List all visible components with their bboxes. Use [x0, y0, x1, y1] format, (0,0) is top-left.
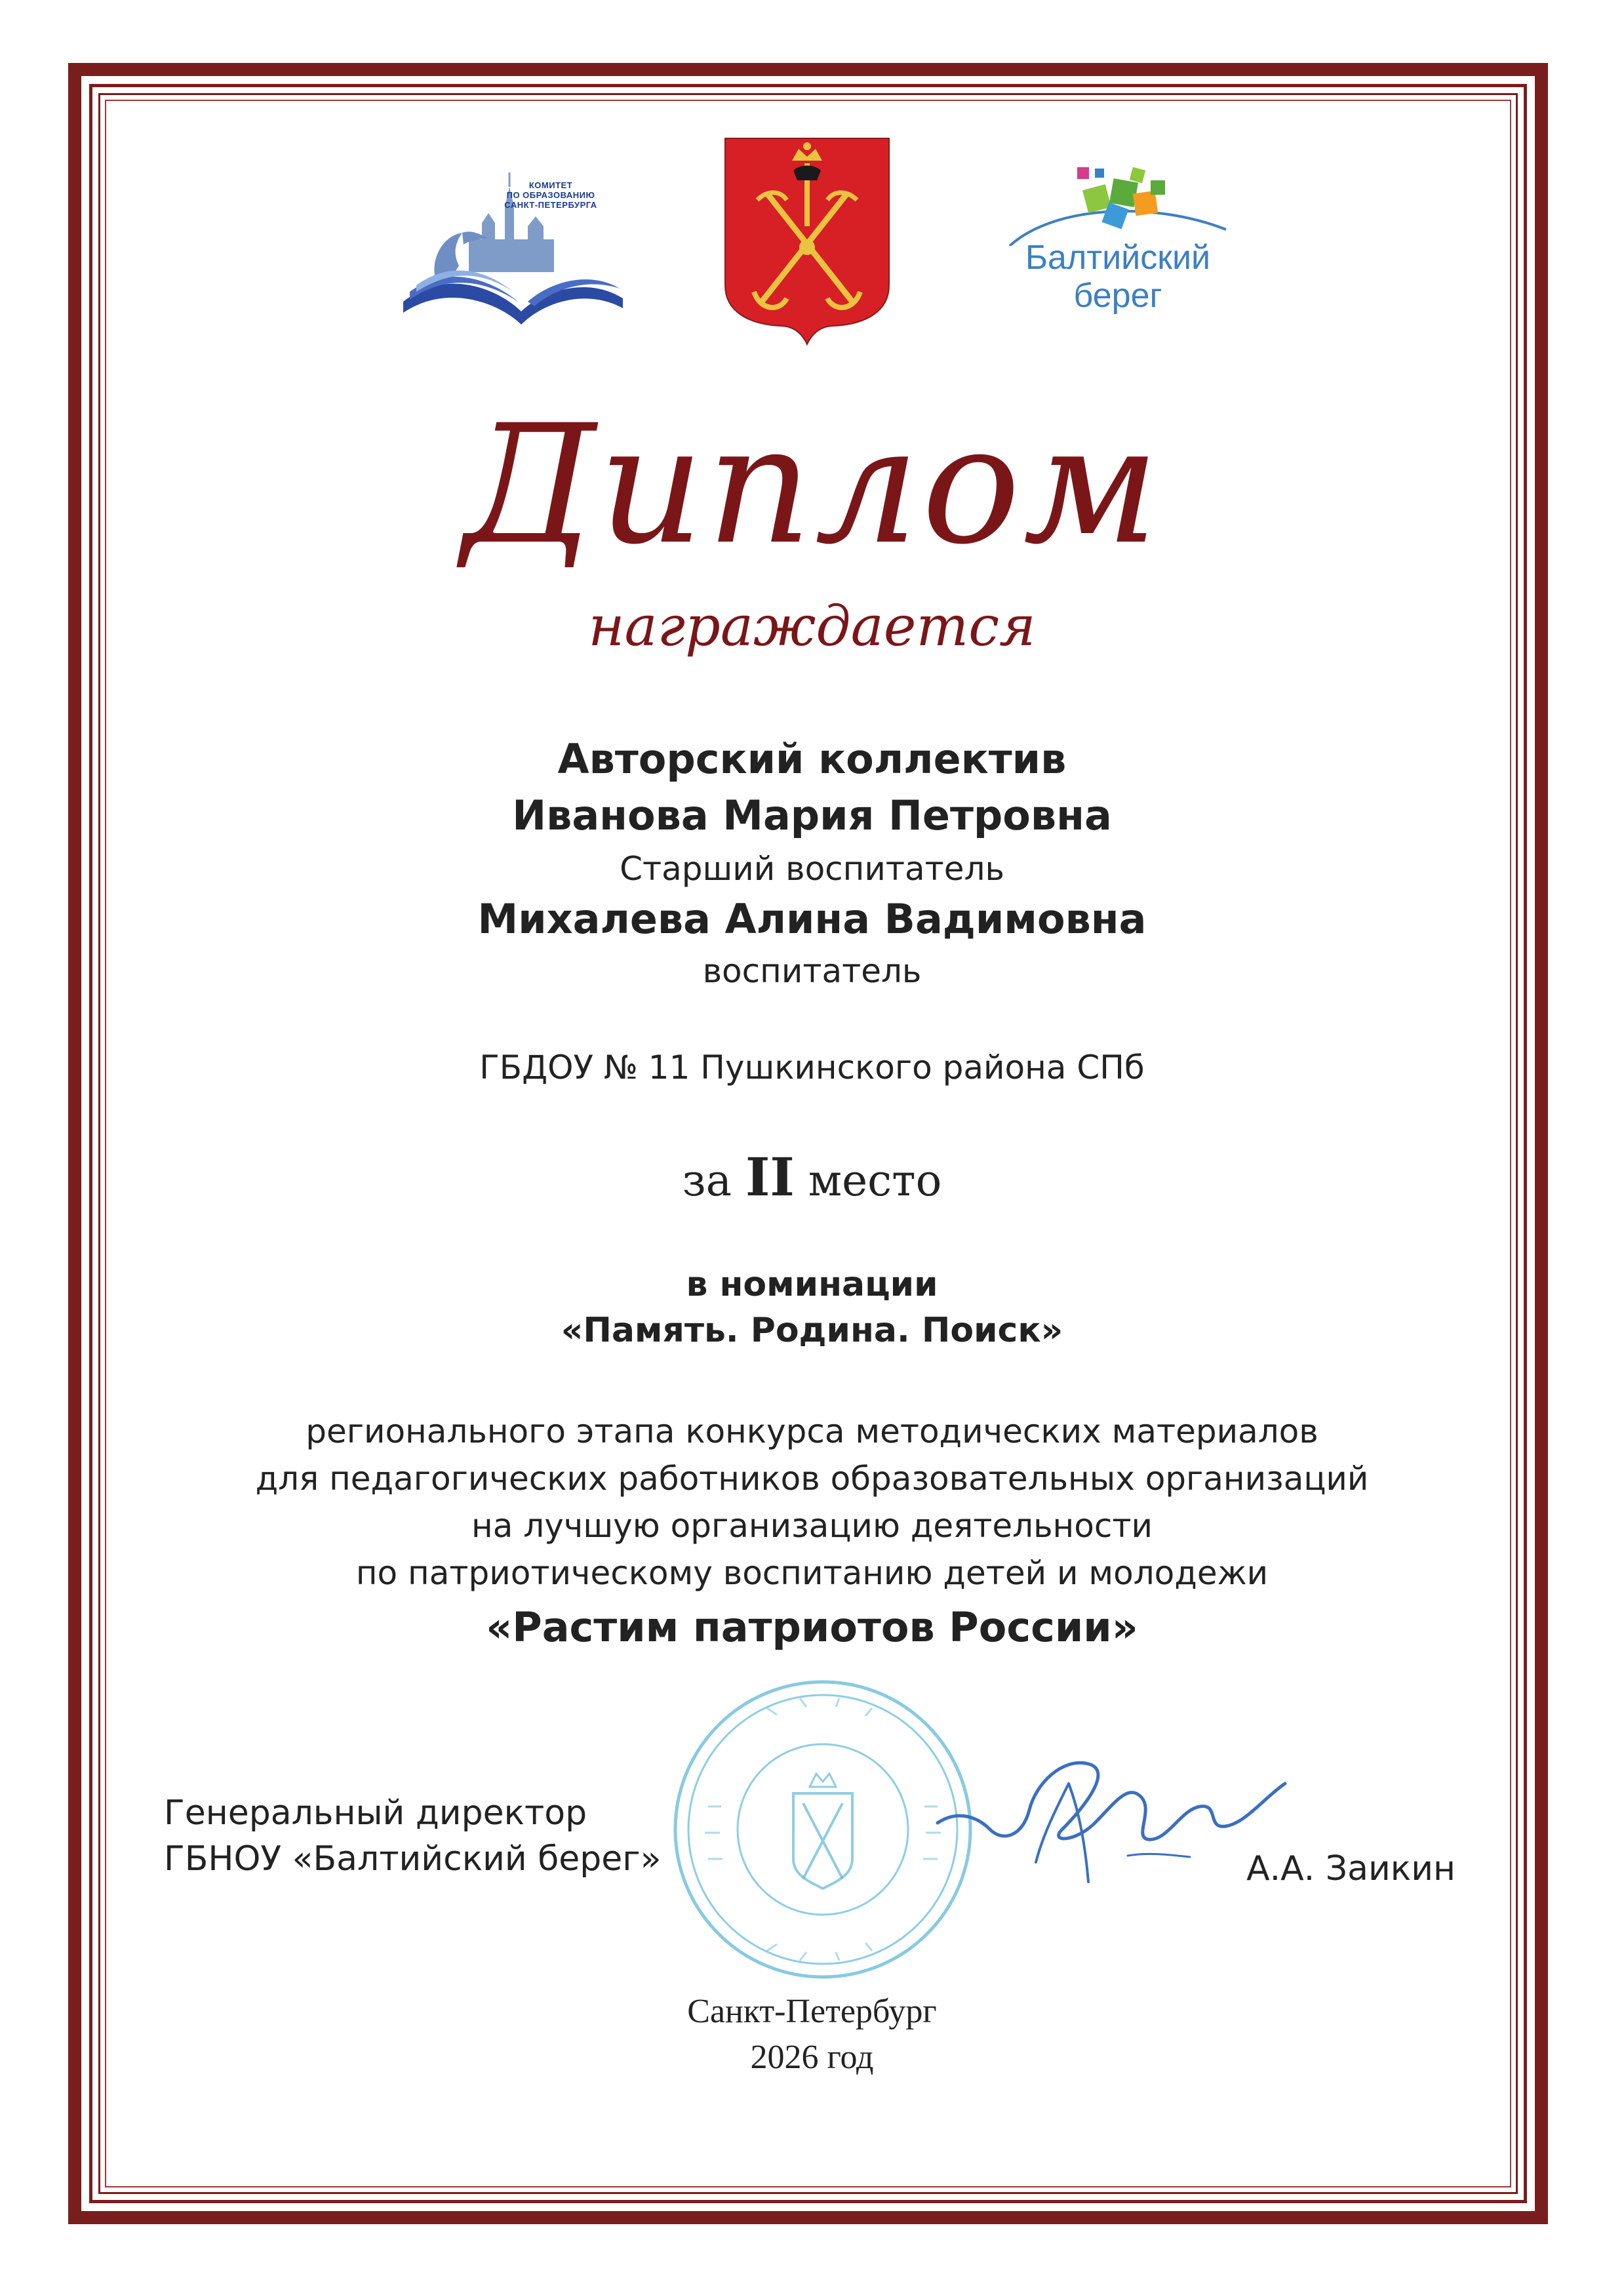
- place-suffix: место: [808, 1155, 942, 1206]
- baltic-logo-line1: Балтийский: [1025, 239, 1211, 277]
- description-line-4: по патриотическому воспитанию детей и молодежи: [355, 1554, 1269, 1592]
- description-line-1: регионального этапа конкурса методических материалов: [306, 1412, 1318, 1450]
- organization-name: ГБДОУ № 11 Пушкинского района СПб: [479, 1048, 1145, 1087]
- collective-label: Авторский коллектив: [557, 735, 1067, 783]
- nomination-name: «Память. Родина. Поиск»: [561, 1311, 1063, 1350]
- baltic-logo-line2: берег: [1073, 277, 1162, 315]
- contest-name: «Растим патриотов России»: [486, 1603, 1138, 1651]
- nomination-label: в номинации: [686, 1265, 938, 1304]
- signatory-name: А.А. Заикин: [1246, 1849, 1456, 1888]
- place-rank: II: [745, 1146, 795, 1208]
- signatory-position-line2: ГБНОУ «Балтийский берег»: [164, 1839, 662, 1879]
- footer-year: 2026 год: [750, 2039, 874, 2076]
- diploma-subtitle: награждается: [588, 594, 1036, 658]
- place-award: [0, 1148, 1624, 1210]
- committee-text-line3: САНКТ-ПЕТЕРБУРГА: [504, 200, 597, 210]
- recipient-name-2: Михалева Алина Вадимовна: [477, 895, 1147, 943]
- signatory-position-line1: Генеральный директор: [164, 1793, 587, 1833]
- baltic-coast-logo: [1000, 154, 1236, 325]
- signatory-position: [164, 1790, 754, 1882]
- committee-of-education-logo: [390, 161, 633, 338]
- description-line-2: для педагогических работников образовательных организаций: [255, 1460, 1369, 1498]
- diploma-title: Диплом: [462, 389, 1162, 580]
- recipient-role-2: воспитатель: [702, 952, 922, 990]
- place-prefix: за: [682, 1155, 732, 1206]
- coat-of-arms-icon: [721, 134, 893, 348]
- committee-text-line1: КОМИТЕТ: [528, 180, 573, 190]
- recipient-name-1: Иванова Мария Петровна: [512, 791, 1112, 839]
- description-line-3: на лучшую организацию деятельности: [471, 1507, 1153, 1545]
- committee-text-line2: ПО ОБРАЗОВАНИЮ: [506, 190, 595, 200]
- committee-logo-text: [488, 180, 613, 210]
- baltic-cubes-icon: [1000, 154, 1236, 246]
- footer-city: Санкт-Петербург: [687, 1993, 937, 2030]
- coat-of-arms: [721, 134, 893, 348]
- recipient-role-1: Старший воспитатель: [620, 850, 1004, 888]
